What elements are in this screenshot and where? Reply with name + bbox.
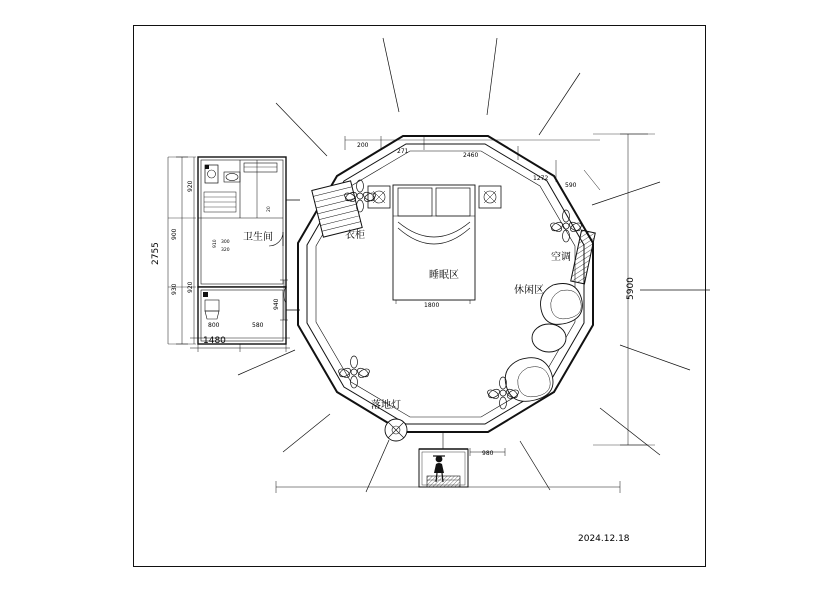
room-label-sleeping-area: 睡眠区 [429,270,459,281]
dim-bath-inner-4: 20 [267,206,272,212]
dim-top-seg-2: 271 [397,148,409,155]
dim-left-stack-total: 2755 [151,242,161,265]
dim-bed-width: 1800 [424,302,440,309]
room-label-air-conditioner: 空调 [551,252,571,263]
room-label-wardrobe: 衣柜 [345,230,365,241]
dim-top-seg-5: 590 [565,182,577,189]
dim-bath-width-total: 1480 [203,336,226,346]
entrance-door [419,432,468,487]
dim-top-seg-1: 200 [357,142,369,149]
dim-left-gap: 940 [273,298,280,310]
dim-bath-left-4: 920 [187,281,194,293]
drawing-date: 2024.12.18 [578,534,630,544]
dim-top-seg-3: 2460 [463,152,479,159]
dim-bath-seg-a: 800 [208,322,220,329]
room-label-lounge-area: 休闲区 [514,285,544,296]
dim-bath-left-3: 930 [171,283,178,295]
dim-bath-inner-2: 320 [221,248,230,253]
dim-bath-left-2: 900 [171,228,178,240]
dim-overall-height-right: 5900 [626,277,636,300]
dim-bath-seg-b: 580 [252,322,264,329]
room-label-floor-lamp: 落地灯 [371,400,401,411]
dim-door-width: 980 [482,450,494,457]
floor-lamp [385,419,407,441]
dim-bath-left-1: 920 [187,180,194,192]
dim-top-seg-4: 1272 [533,175,549,182]
dim-bath-inner-3: 910 [213,239,218,248]
dim-bath-inner-1: 300 [221,240,230,245]
room-label-bathroom: 卫生间 [243,232,273,243]
bathroom-block [198,157,300,344]
